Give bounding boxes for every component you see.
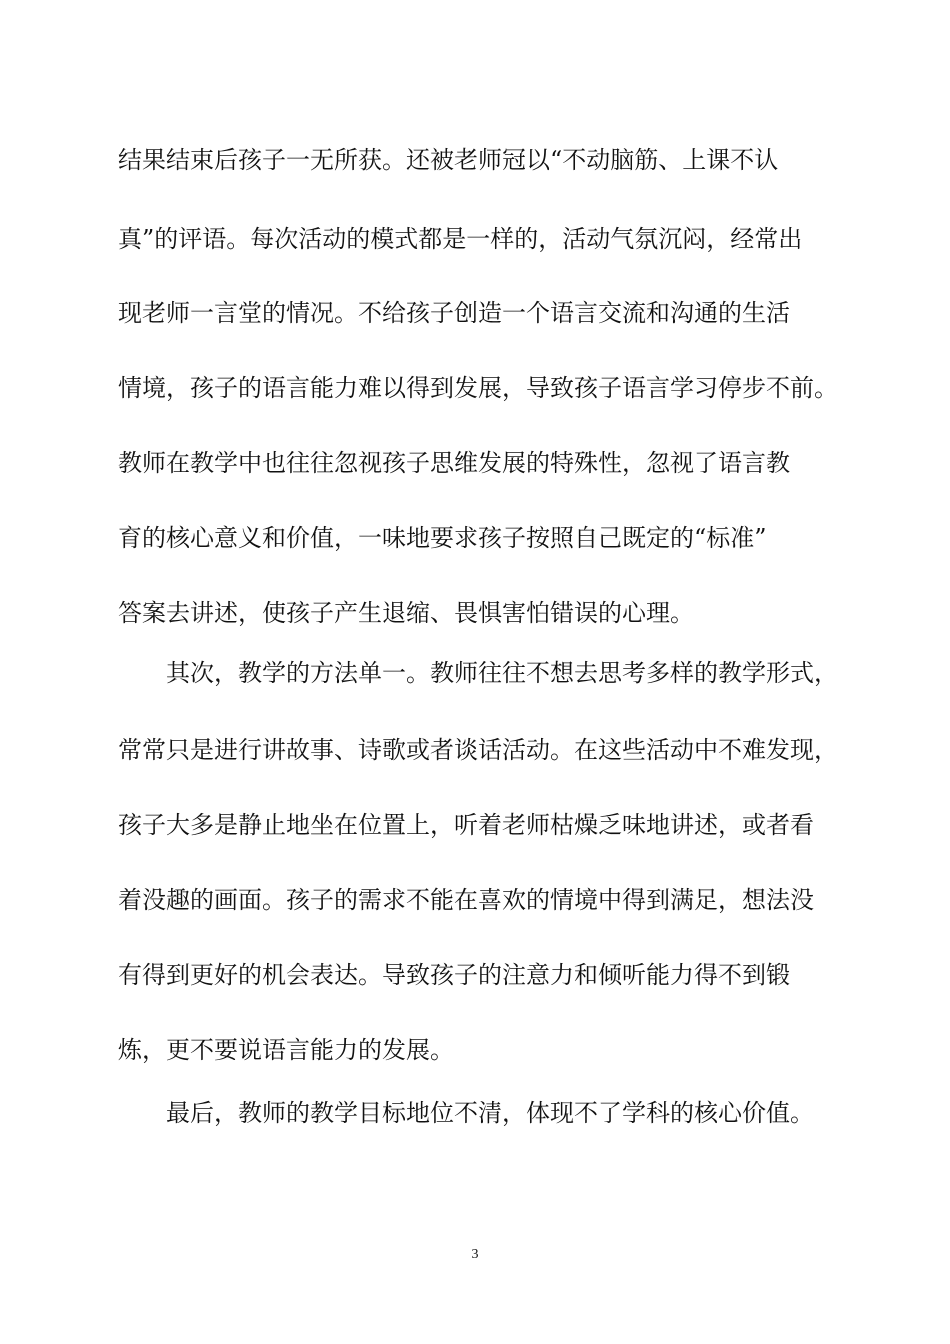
text-line: 结果结束后孩子一无所获。还被老师冠以“不动脑筋、上课不认 (118, 146, 779, 174)
page-number: 3 (471, 1247, 479, 1262)
text-line: 现老师一言堂的情况。不给孩子创造一个语言交流和沟通的生活 (118, 299, 790, 327)
text-line: 常常只是进行讲故事、诗歌或者谈话活动。在这些活动中不难发现， (118, 736, 838, 764)
text-line: 答案去讲述，使孩子产生退缩、畏惧害怕错误的心理。 (118, 599, 694, 627)
text-line: 有得到更好的机会表达。导致孩子的注意力和倾听能力得不到锻 (118, 961, 790, 989)
text-line: 真”的评语。每次活动的模式都是一样的，活动气氛沉闷，经常出 (118, 225, 803, 253)
paragraph-start-line: 其次，教学的方法单一。教师往往不想去思考多样的教学形式， (166, 659, 838, 687)
paragraph-start-line: 最后，教师的教学目标地位不清，体现不了学科的核心价值。 (166, 1099, 814, 1127)
text-line: 着没趣的画面。孩子的需求不能在喜欢的情境中得到满足，想法没 (118, 886, 814, 914)
text-line: 情境，孩子的语言能力难以得到发展，导致孩子语言学习停步不前。 (118, 374, 838, 402)
text-line: 孩子大多是静止地坐在位置上，听着老师枯燥乏味地讲述，或者看 (118, 811, 814, 839)
text-line: 教师在教学中也往往忽视孩子思维发展的特殊性，忽视了语言教 (118, 449, 790, 477)
text-line: 育的核心意义和价值，一味地要求孩子按照自己既定的“标准” (118, 524, 767, 552)
text-line: 炼，更不要说语言能力的发展。 (118, 1036, 454, 1064)
